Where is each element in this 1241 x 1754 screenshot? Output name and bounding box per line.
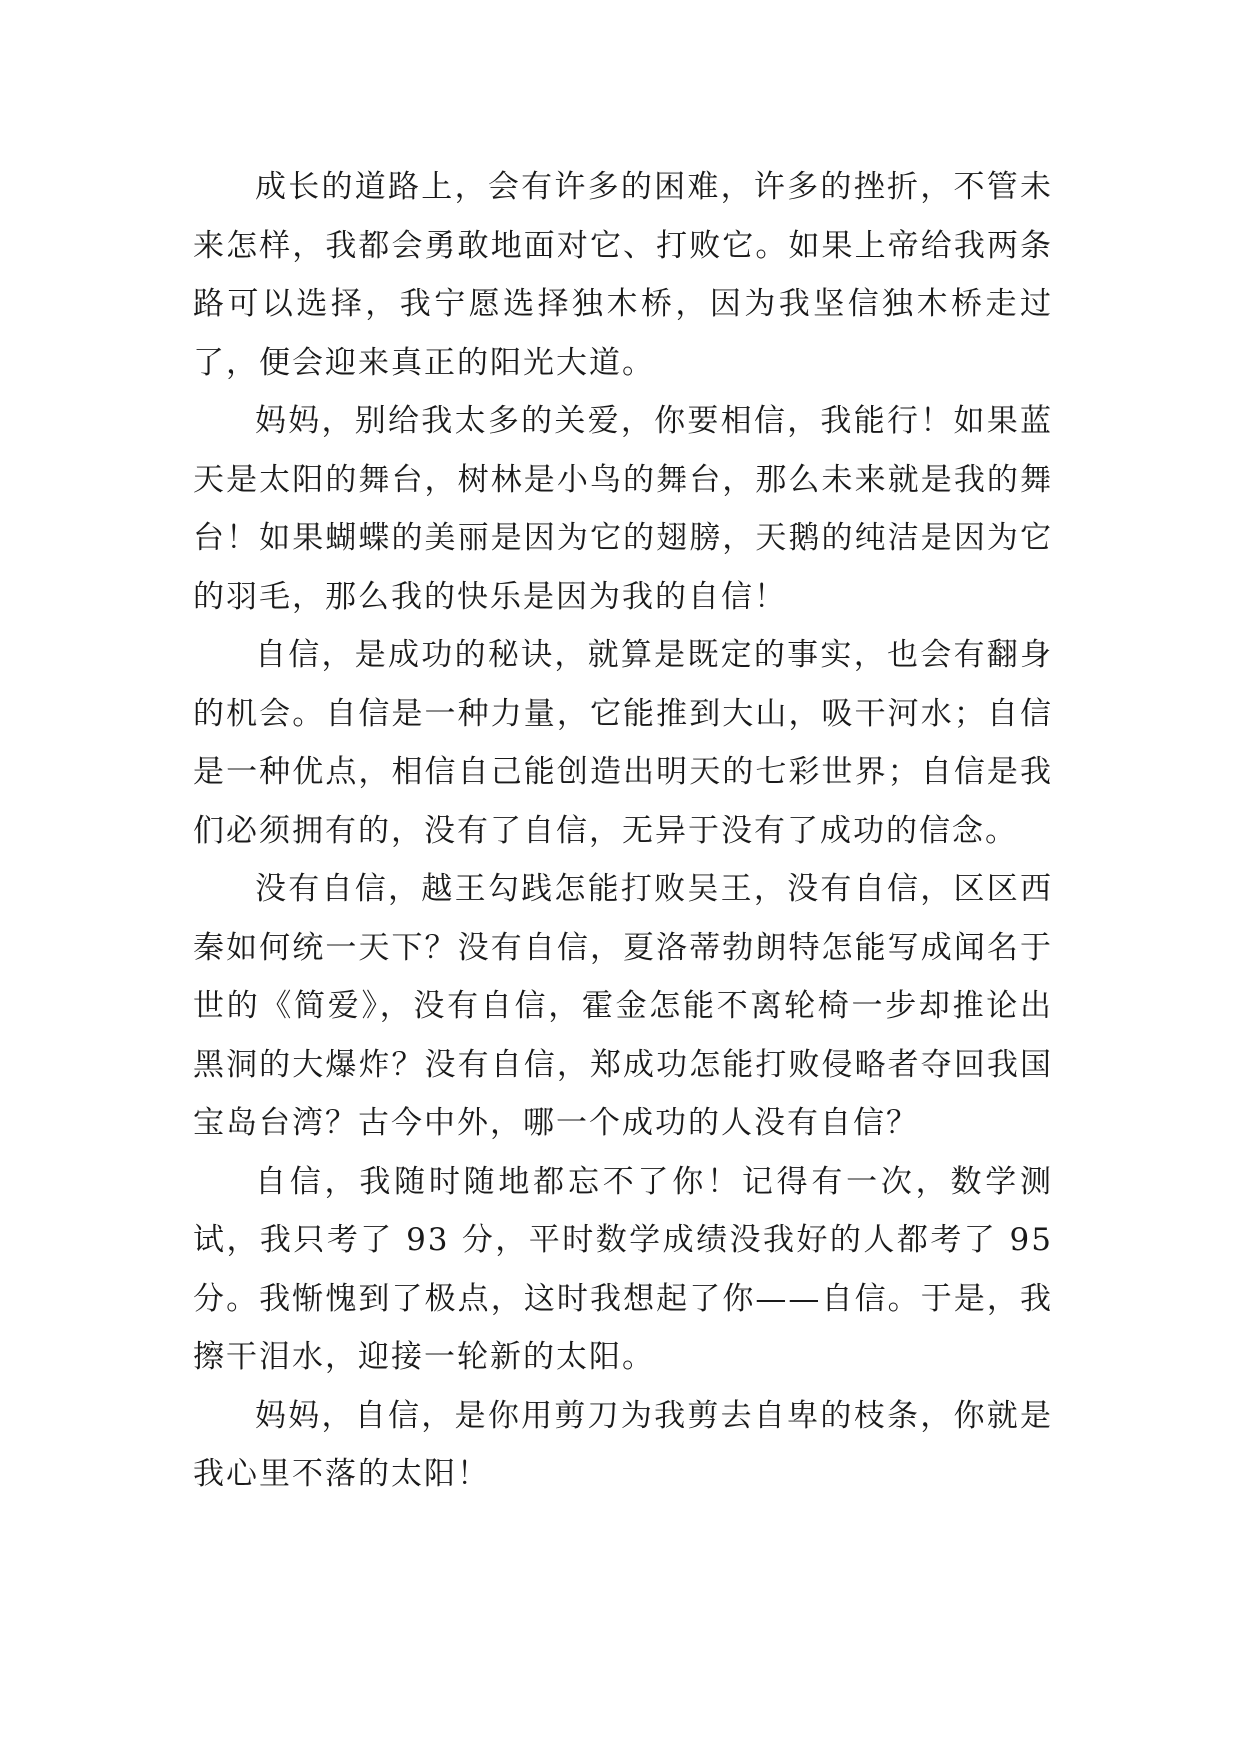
paragraph-4: 没有自信，越王勾践怎能打败吴王，没有自信，区区西秦如何统一天下？没有自信，夏洛蒂勃朗特怎能写成闻名于世的《简爱》，没有自信，霍金怎能不离轮椅一步却推论出黑洞的大爆炸？没有自信，郑成功怎能打败侵略者夺回我国宝岛台湾？古今中外，哪一个成功的人没有自信？ [193,871,1053,1141]
paragraph-5: 自信，我随时随地都忘不了你！记得有一次，数学测试，我只考了 93 分，平时数学成绩没我好的人都考了 95 分。我惭愧到了极点，这时我想起了你——自信。于是，我擦干泪水，迎接一轮新的太阳。 [193,1163,1053,1375]
document-body [193,158,1053,1504]
paragraph-6: 妈妈，自信，是你用剪刀为我剪去自卑的枝条，你就是我心里不落的太阳！ [193,1397,1053,1492]
paragraph-1: 成长的道路上，会有许多的困难，许多的挫折，不管未来怎样，我都会勇敢地面对它、打败它。如果上帝给我两条路可以选择，我宁愿选择独木桥，因为我坚信独木桥走过了，便会迎来真正的阳光大道。 [193,169,1053,381]
paragraph-3: 自信，是成功的秘诀，就算是既定的事实，也会有翻身的机会。自信是一种力量，它能推到大山，吸干河水；自信是一种优点，相信自己能创造出明天的七彩世界；自信是我们必须拥有的，没有了自信，无异于没有了成功的信念。 [193,637,1053,849]
paragraph-2: 妈妈，别给我太多的关爱，你要相信，我能行！如果蓝天是太阳的舞台，树林是小鸟的舞台，那么未来就是我的舞台！如果蝴蝶的美丽是因为它的翅膀，天鹅的纯洁是因为它的羽毛，那么我的快乐是因为我的自信！ [193,403,1053,615]
